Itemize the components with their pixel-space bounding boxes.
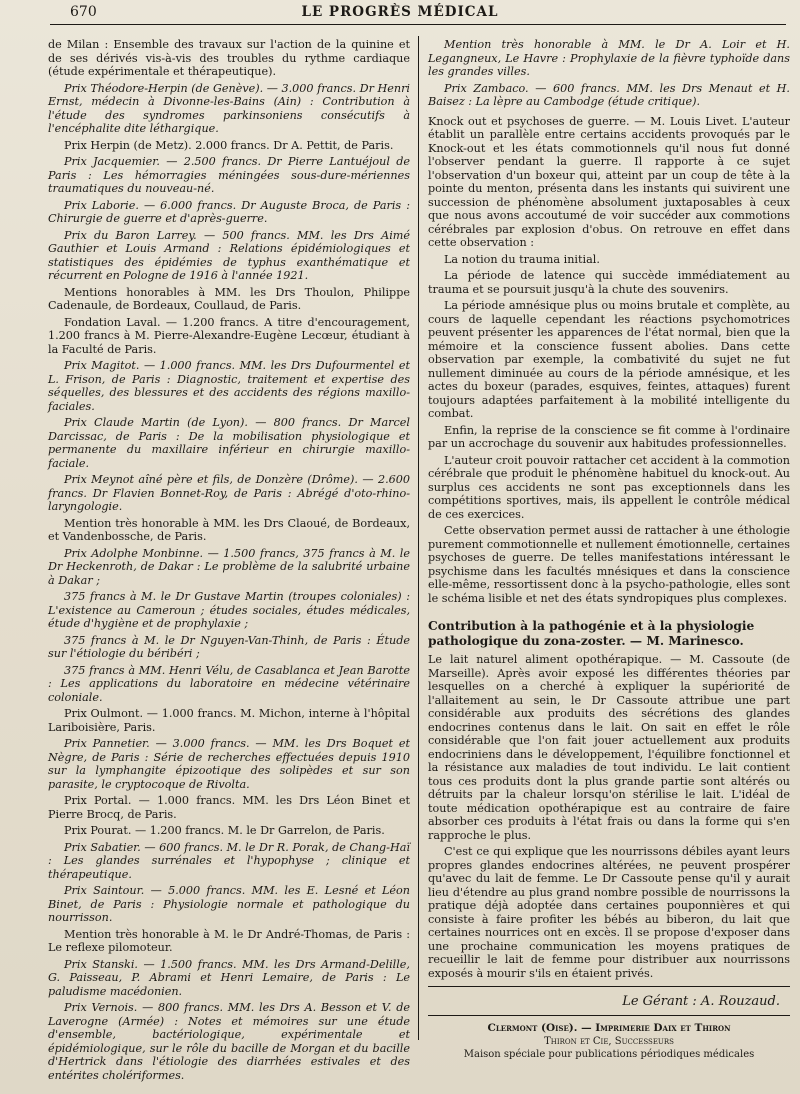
prize-entry: Prix Stanski. — 1.500 francs. MM. les Drs Armand-Delille, G. Paisseau, P. Abrami et Henri Lemaire, de Paris : Le paludisme macédonien. — [48, 957, 410, 998]
left-column — [48, 38, 410, 1085]
prize-entry: Prix Pourat. — 1.200 francs. M. le Dr Garrelon, de Paris. — [64, 824, 385, 837]
paragraph: Cette observation permet aussi de rattacher à une éthologie purement commotionnelle et nullement émotionnelle, certaines psychoses de guerre. De telles manifestations intéressant le psychisme dans les facultés mnésiques et dans la conscience elle-même, ressortissent donc à la psycho-pathologie, elles sont le schéma lisible et net des états syndropiques plus complexes. — [428, 524, 790, 605]
prize-entry: Prix Théodore-Herpin (de Genève). — 3.000 francs. Dr Henri Ernst, médecin à Divonne-les-Bains (Ain) : Contribution à l'étude des syndromes parkinsoniens consécutifs à l'encéphalite dite léthargique. — [48, 81, 410, 135]
prize-entry: Prix Portal. — 1.000 francs. MM. les Drs Léon Binet et Pierre Brocq, de Paris. — [48, 794, 410, 821]
imprint-line: Thiron et Cie, Successeurs — [544, 1035, 674, 1047]
list-item: La période de latence qui succède immédiatement au trauma et se poursuit jusqu'à la chute des souvenirs. — [428, 269, 790, 296]
prize-entry: 375 francs à M. le Dr Gustave Martin (troupes coloniales) : L'existence au Cameroun ; études sociales, études médicales, étude d'hygiène et de prophylaxie ; — [48, 590, 410, 630]
list-item: La période amnésique plus ou moins brutale et complète, au cours de laquelle cependant les réactions psychomotrices peuvent présenter les apparences de l'état normal, bien que la mémoire et la conscience fussent abolies. Dans cette observation par exemple, la combativité du sujet ne fut nullement diminuée au cours de la période amnésique, et les actes du boxeur (parades, esquives, feintes, attaques) furent toujours adaptées parfaitement à la mobilité intelligente du combat. — [428, 299, 790, 420]
prize-entry: Prix Meynot aîné père et fils, de Donzère (Drôme). — 2.600 francs. Dr Flavien Bonnet-Roy, de Paris : Abrégé d'oto-rhino-laryngologie. — [48, 473, 410, 513]
imprint-line: Maison spéciale pour publications périodiques médicales — [463, 1048, 755, 1060]
column-divider — [418, 36, 419, 1040]
paragraph: C'est ce qui explique que les nourrissons débiles ayant leurs propres glandes endocrines altérées, ne peuvent prospérer qu'avec du lait de femme. Le Dr Cassoute pense qu'il y aurait lieu d'étendre au plus grand nombre possible de nourrissons la pratique déjà adoptée dans certaines pouponnières et qui consiste à faire profiter les bébés au biberon, du lait que certaines nourrices ont en excès. Il se propose d'exposer dans une prochaine communication les moyens pratiques de recueillir le lait de femme pour distribuer aux nourrissons exposés à mourir s'ils en étaient privés. — [428, 845, 790, 980]
paragraph: de Milan : Ensemble des travaux sur l'action de la quinine et de ses dérivés vis-à-vis des troubles du rythme cardiaque (étude expérimentale et thérapeutique). — [48, 38, 410, 78]
mention-entry: Mentions honorables à MM. les Drs Thoulon, Philippe Cadenaule, de Bordeaux, Coullaud, de Paris. — [48, 285, 410, 312]
prize-entry: Prix Claude Martin (de Lyon). — 800 francs. Dr Marcel Darcissac, de Paris : De la mobilisation physiologique et permanente du maxillaire inférieur en chirurgie maxillo-faciale. — [48, 416, 410, 470]
running-title: LE PROGRÈS MÉDICAL — [301, 4, 499, 20]
printer-imprint — [428, 1022, 790, 1061]
prize-entry: Fondation Laval. — 1.200 francs. A titre d'encouragement, 1.200 francs à M. Pierre-Alexandre-Eugène Lecœur, étudiant à la Faculté de Paris. — [48, 315, 410, 356]
prize-entry: Prix Laborie. — 6.000 francs. Dr Auguste Broca, de Paris : Chirurgie de guerre et d'après-guerre. — [48, 198, 410, 225]
mention-entry: Mention très honorable à MM. les Drs Claoué, de Bordeaux, et Vandenbossche, de Paris. — [48, 516, 410, 543]
article-knockout: Knock out et psychoses de guerre. — M. Louis Livet. L'auteur établit un parallèle entre certains accidents provoqués par le Knock-out et les états commotionnels qu'il nous fut donné l'observer pendant la guerre. Il rapporte à ce sujet l'observation d'un boxeur qui, atteint par un coup de tête à la pointe du menton, présenta dans les instants qui suivirent une succession de phénomène absolument juxtaposables à ceux que nous avons accoutumé de voir succéder aux commotions cérébrales par explosion d'obus. On retrouve en effet dans cette observation : — [428, 114, 790, 249]
section-title: Contribution à la pathogénie et à la physiologie pathologique du zona-zoster. — M. Marinesco. — [428, 619, 755, 648]
separator-rule — [428, 1015, 790, 1016]
paragraph: Enfin, la reprise de la conscience se fit comme à l'ordinaire par un accrochage du souvenir aux habitudes professionnelles. — [428, 423, 790, 450]
prize-entry: Prix Herpin (de Metz). 2.000 francs. Dr A. Pettit, de Paris. — [64, 138, 394, 152]
prize-entry: Prix Oulmont. — 1.000 francs. M. Michon, interne à l'hôpital Lariboisière, Paris. — [48, 707, 410, 734]
prize-entry: Prix Zambaco. — 600 francs. MM. les Drs Menaut et H. Baisez : La lèpre au Cambodge (étude critique). — [428, 81, 790, 108]
prize-entry: Prix Pannetier. — 3.000 francs. — MM. les Drs Boquet et Nègre, de Paris : Série de recherches effectuées depuis 1910 sur la lymphangite épizootique des solipèdes et sur son parasite, le cryptocoque de Rivolta. — [48, 737, 410, 791]
prize-entry: Prix Jacquemier. — 2.500 francs. Dr Pierre Lantuéjoul de Paris : Les hémorragies méningées sous-dure-mériennes traumatiques du nouveau-né. — [48, 155, 410, 195]
mention-entry: Mention très honorable à M. le Dr André-Thomas, de Paris : Le reflexe pilomoteur. — [48, 927, 410, 954]
list-item: La notion du trauma initial. — [444, 252, 600, 266]
prize-entry: Prix du Baron Larrey. — 500 francs. MM. les Drs Aimé Gauthier et Louis Armand : Relations épidémiologiques et statistiques des épidémies de typhus exanthématique et récurrent en Pologne de 1916 à l'année 1921. — [48, 228, 410, 282]
gerant-signature: Le Gérant : A. Rouzaud. — [622, 994, 780, 1009]
prize-entry: Prix Magitot. — 1.000 francs. MM. les Drs Dufourmentel et L. Frison, de Paris : Diagnostic, traitement et expertise des séquelles, des blessures et des accidents des régions maxillo-faciales. — [48, 359, 410, 413]
prize-entry: Prix Sabatier. — 600 francs. M. le Dr R. Porak, de Chang-Haï : Les glandes surrénales et l'hypophyse ; clinique et thérapeutique. — [48, 840, 410, 881]
prize-entry: Prix Adolphe Monbinne. — 1.500 francs, 375 francs à M. le Dr Heckenroth, de Dakar : Le problème de la salubrité urbaine à Dakar ; — [48, 546, 410, 587]
prize-entry: 375 francs à MM. Henri Vélu, de Casablanca et Jean Barotte : Les applications du laboratoire en médecine vétérinaire coloniale. — [48, 663, 410, 704]
separator-rule — [428, 986, 790, 987]
prize-entry: Prix Vernois. — 800 francs. MM. les Drs A. Besson et V. de Laverogne (Armée) : Notes et mémoires sur une étude d'ensemble, bactériologique, expérimentale et épidémiologique, sur le rôle du bacille de Morgan et du bacille d'Hertrick dans l'étiologie des diarrhées estivales et des entérites cholériformes. — [48, 1001, 410, 1082]
paragraph: L'auteur croit pouvoir rattacher cet accident à la commotion cérébrale que produit le phénomène habituel du knock-out. Au surplus ces accidents ne sont pas exceptionnels dans les compétitions sportives, mais, ils appellent le contrôle médical de ces exercices. — [428, 453, 790, 521]
mention-entry: Mention très honorable à MM. le Dr A. Loir et H. Legangneux, Le Havre : Prophylaxie de la fièvre typhoïde dans les grandes villes. — [428, 38, 790, 78]
right-column — [428, 38, 790, 1061]
prize-entry: Prix Saintour. — 5.000 francs. MM. les E. Lesné et Léon Binet, de Paris : Physiologie normale et pathologique du nourrisson. — [48, 884, 410, 924]
article-lait: Le lait naturel aliment opothérapique. — M. Cassoute (de Marseille). Après avoir exposé les différentes théories par lesquelles on a cherché à expliquer la supériorité de l'allaitement au sein, le Dr Cassoute attribue une part considérable aux produits des sécrétions des glandes endocrines contenus dans le lait. On sait en effet le rôle considérable que l'on fait jouer actuellement aux produits endocriniens dans le développement, l'équilibre fonctionnel et la résistance aux maladies de tout individu. Le lait contient tous ces produits dont la plus grande partie sont altérés ou détruits par la chaleur lorsqu'on stérilise le lait. L'idéal de toute médication opothérapique est au contraire de faire absorber ces produits à l'état frais ou dans la forme qui s'en rapproche le plus. — [428, 653, 790, 842]
prize-entry: 375 francs à M. le Dr Nguyen-Van-Thinh, de Paris : Étude sur l'étiologie du béribéri ; — [48, 633, 410, 660]
header-rule — [50, 24, 786, 25]
imprint-line: Clermont (Oise). — Imprimerie Daix et Thiron — [487, 1021, 731, 1034]
page-number: 670 — [70, 4, 97, 20]
